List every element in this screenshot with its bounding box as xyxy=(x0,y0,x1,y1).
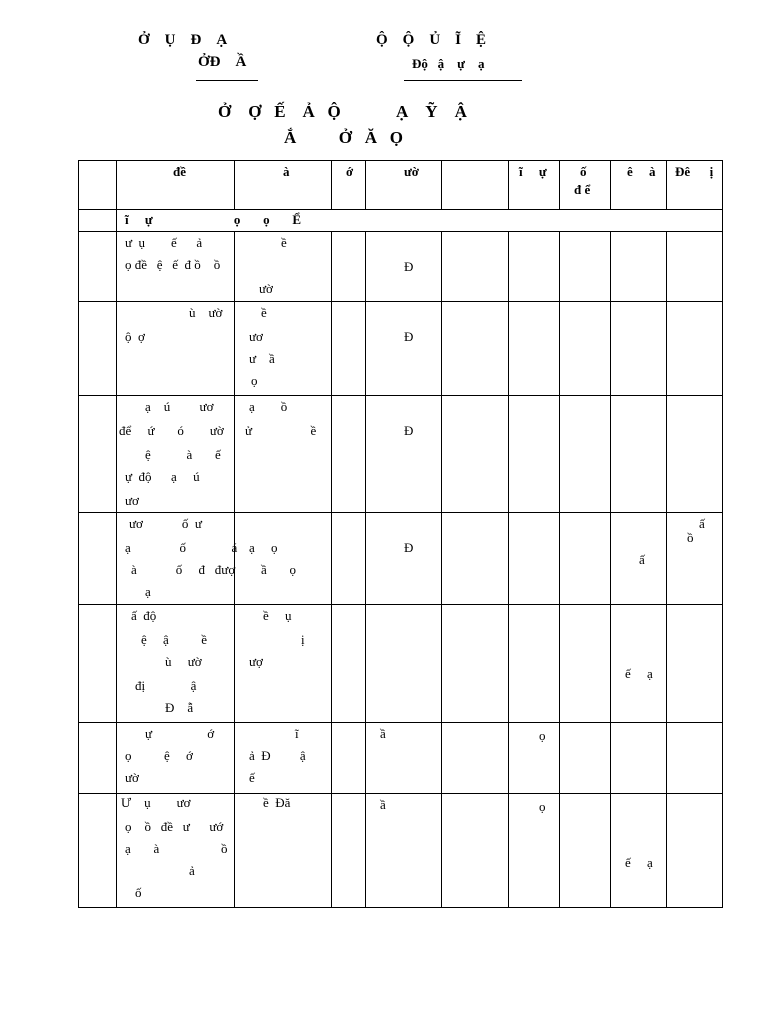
header-text: ố xyxy=(580,164,587,179)
person-cell xyxy=(366,302,442,396)
header-cell-1 xyxy=(79,161,117,210)
agency-subname: ỞĐ Ầ xyxy=(198,54,247,70)
table-row xyxy=(79,513,723,605)
header-text: à xyxy=(283,164,290,179)
row-number-cell xyxy=(79,794,117,908)
empty-cell xyxy=(560,302,611,396)
empty-cell xyxy=(442,723,509,794)
table-header-row xyxy=(79,161,723,210)
agency-name: Ở Ụ Đ Ạ xyxy=(138,32,228,48)
cell-text: ươ xyxy=(125,493,139,508)
empty-cell xyxy=(442,794,509,908)
empty-cell xyxy=(509,396,560,513)
cell-text: ọ xyxy=(539,799,546,814)
cell-text: ĩ xyxy=(295,726,299,741)
empty-cell xyxy=(442,396,509,513)
row-number-cell xyxy=(79,723,117,794)
cell-text: ạ ồ xyxy=(249,399,288,414)
header-text: đề xyxy=(173,164,186,179)
cell-text: Đ ẫ xyxy=(165,700,194,715)
empty-cell xyxy=(366,605,442,723)
cell-text: ộ ợ xyxy=(125,329,145,344)
empty-cell xyxy=(442,605,509,723)
cell-text: ọ xyxy=(539,728,546,743)
content-cell xyxy=(235,513,332,605)
empty-cell xyxy=(560,396,611,513)
empty-cell xyxy=(509,302,560,396)
cell-text: ọ ồ đề ư ướ xyxy=(125,819,224,834)
task-cell xyxy=(117,302,235,396)
header-text: Đê ị xyxy=(675,164,714,179)
cost-cell xyxy=(611,605,667,723)
agency-underline xyxy=(196,80,258,81)
cell-text: ườ xyxy=(259,281,273,296)
cell-text: ự ớ xyxy=(145,726,215,741)
header-cell-3 xyxy=(235,161,332,210)
empty-cell xyxy=(611,232,667,302)
header-text: đ ể xyxy=(574,182,591,197)
motto-underline xyxy=(404,80,522,81)
table-row xyxy=(79,794,723,908)
document-title-line1: Ở Ợ Ế Ả Ộ Ạ Ỹ Ậ xyxy=(218,102,467,121)
cell-text: ạ ú ươ xyxy=(145,399,214,414)
cell-text: ù ườ xyxy=(189,305,223,320)
cell-text: Đ xyxy=(404,329,414,344)
section-cell-1 xyxy=(79,210,117,232)
header-cell-9 xyxy=(611,161,667,210)
cell-text: à ố đ đượ xyxy=(131,562,236,577)
cost-cell xyxy=(611,513,667,605)
cell-text: ầ ọ xyxy=(261,562,297,577)
cell-text: ế ạ xyxy=(625,666,653,681)
content-cell xyxy=(235,605,332,723)
cell-text: ề xyxy=(261,305,267,320)
cell-text: ồ xyxy=(687,530,694,545)
empty-cell xyxy=(509,605,560,723)
task-cell xyxy=(117,232,235,302)
section-row xyxy=(79,210,723,232)
content-cell xyxy=(235,396,332,513)
cell-text: Ư ụ ươ xyxy=(121,795,191,810)
national-title: Ộ Ộ Ủ Ĩ Ệ xyxy=(376,32,487,48)
table-row xyxy=(79,605,723,723)
task-cell xyxy=(117,396,235,513)
cell-text: ệ à ế xyxy=(145,447,221,462)
header-cell-2 xyxy=(117,161,235,210)
empty-cell xyxy=(667,302,723,396)
cell-text: ầ xyxy=(380,726,386,741)
row-number-cell xyxy=(79,605,117,723)
cell-text: ố xyxy=(135,885,142,900)
person-cell xyxy=(366,396,442,513)
cell-text: ư ụ ế ả xyxy=(125,235,203,250)
cell-text: Đ xyxy=(404,259,414,274)
cell-text: ả Đ ậ xyxy=(249,748,306,763)
task-cell xyxy=(117,605,235,723)
header-text: ê à xyxy=(627,164,656,179)
cell-text: ị xyxy=(301,632,305,647)
empty-cell xyxy=(442,232,509,302)
cell-text: ươ xyxy=(249,329,263,344)
empty-cell xyxy=(667,723,723,794)
national-motto: Độ ậ ự ạ xyxy=(412,56,485,71)
cost-cell xyxy=(611,794,667,908)
header-text: ườ xyxy=(404,164,419,179)
empty-cell xyxy=(560,723,611,794)
cell-text: ượ xyxy=(249,654,263,669)
cell-text: ư ầ xyxy=(249,351,275,366)
empty-cell xyxy=(332,513,366,605)
row-number-cell xyxy=(79,232,117,302)
cell-text: ạ à ồ xyxy=(125,841,228,856)
person-cell xyxy=(366,232,442,302)
header-cell-6 xyxy=(442,161,509,210)
cell-text: ườ xyxy=(125,770,139,785)
table-row xyxy=(79,396,723,513)
cell-text: ươ ố ư xyxy=(129,516,202,531)
empty-cell xyxy=(332,723,366,794)
time-cell xyxy=(509,723,560,794)
cell-text: ù ườ xyxy=(165,654,202,669)
cell-text: ấ xyxy=(639,552,645,567)
empty-cell xyxy=(667,794,723,908)
cell-text: ấ xyxy=(699,516,705,531)
empty-cell xyxy=(667,396,723,513)
empty-cell xyxy=(332,396,366,513)
empty-cell xyxy=(442,302,509,396)
table-row xyxy=(79,232,723,302)
cell-text: để ứ ó ườ xyxy=(119,423,224,438)
header-text: ớ xyxy=(346,164,354,179)
time-cell xyxy=(509,794,560,908)
cell-text: ế ạ xyxy=(625,855,653,870)
empty-cell xyxy=(667,232,723,302)
person-cell xyxy=(366,513,442,605)
header-cell-7 xyxy=(509,161,560,210)
header-cell-4 xyxy=(332,161,366,210)
empty-cell xyxy=(332,794,366,908)
cell-text: ệ ậ ề xyxy=(141,632,208,647)
cell-text: đị ậ xyxy=(135,678,197,693)
section-cell xyxy=(117,210,723,232)
header-cell-8 xyxy=(560,161,611,210)
cell-text: ạ ố á xyxy=(125,540,238,555)
document-title-line2: Ắ Ở Ă Ọ xyxy=(284,128,403,147)
empty-cell xyxy=(332,302,366,396)
task-cell xyxy=(117,723,235,794)
empty-cell xyxy=(509,513,560,605)
task-cell xyxy=(117,513,238,605)
cell-text: Đ xyxy=(404,540,414,555)
content-cell xyxy=(235,302,332,396)
table-row xyxy=(79,302,723,396)
cell-text: ế xyxy=(249,770,255,785)
row-number-cell xyxy=(79,513,117,605)
person-cell xyxy=(366,794,442,908)
note-cell xyxy=(667,513,723,605)
row-number-cell xyxy=(79,396,117,513)
cell-text: ề ụ xyxy=(263,608,292,623)
cell-text: ầ xyxy=(380,797,386,812)
empty-cell xyxy=(560,232,611,302)
empty-cell xyxy=(611,302,667,396)
person-cell xyxy=(366,723,442,794)
cell-text: ạ xyxy=(145,584,151,599)
header-cell-10 xyxy=(667,161,723,210)
cell-text: ạ ọ xyxy=(249,540,278,555)
header-cell-5 xyxy=(366,161,442,210)
plan-table xyxy=(78,160,723,908)
cell-text: ấ độ xyxy=(131,608,157,623)
empty-cell xyxy=(560,605,611,723)
header-text: ĩ ự xyxy=(519,164,547,179)
cell-text: ề xyxy=(281,235,287,250)
empty-cell xyxy=(611,723,667,794)
row-number-cell xyxy=(79,302,117,396)
empty-cell xyxy=(442,513,509,605)
content-cell xyxy=(235,232,332,302)
empty-cell xyxy=(611,396,667,513)
cell-text: ọ xyxy=(251,373,258,388)
empty-cell xyxy=(509,232,560,302)
section-label: ĩ ự ọ ọ Ể xyxy=(125,212,302,227)
cell-text: ề Đă xyxy=(263,795,291,810)
empty-cell xyxy=(667,605,723,723)
empty-cell xyxy=(560,794,611,908)
empty-cell xyxy=(560,513,611,605)
task-cell xyxy=(117,794,235,908)
content-cell xyxy=(235,723,332,794)
cell-text: ự độ ạ ú xyxy=(125,469,200,484)
cell-text: Đ xyxy=(404,423,414,438)
empty-cell xyxy=(332,605,366,723)
cell-text: ử ề xyxy=(245,423,317,438)
empty-cell xyxy=(332,232,366,302)
content-cell xyxy=(235,794,332,908)
table-row xyxy=(79,723,723,794)
cell-text: ọ ệ ớ xyxy=(125,748,193,763)
cell-text: ọ đề ệ ế đ ồ ồ xyxy=(125,257,221,272)
cell-text: ả xyxy=(189,863,195,878)
